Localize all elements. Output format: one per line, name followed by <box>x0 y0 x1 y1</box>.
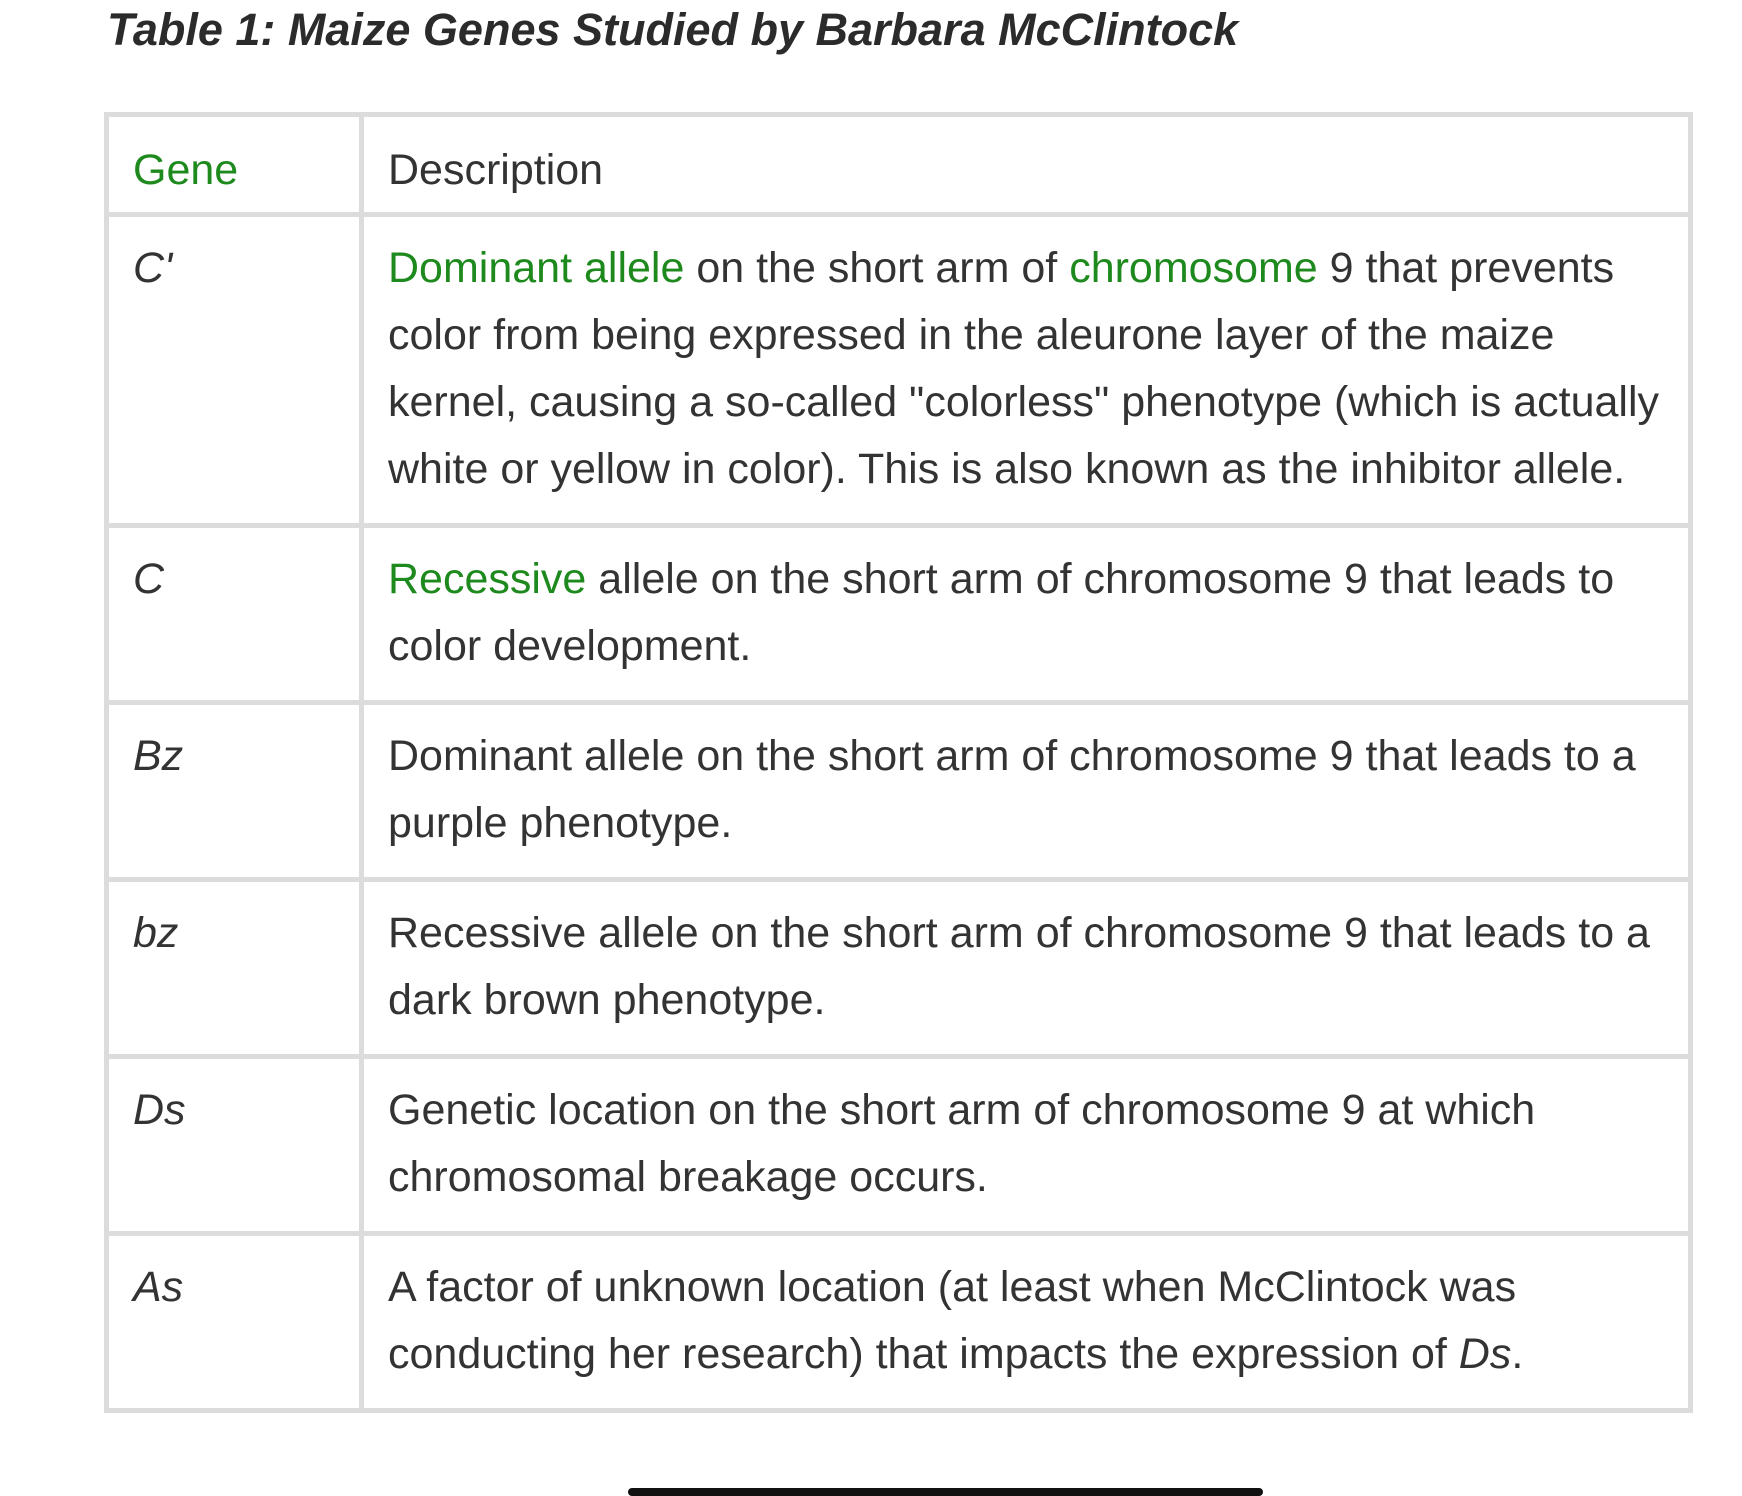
table-row <box>107 880 1691 1057</box>
description-text: . <box>1511 1330 1524 1378</box>
gene-cell: bz <box>107 880 362 1057</box>
table-title: Table 1: Maize Genes Studied by Barbara McClintock <box>107 4 1239 55</box>
table-row <box>107 703 1691 880</box>
gene-cell: Ds <box>107 1057 362 1234</box>
description-cell: Recessive allele on the short arm of chromosome 9 that leads to a dark brown phenotype. <box>362 880 1691 1057</box>
chromosome-link[interactable]: chromosome <box>1069 244 1318 292</box>
table-row <box>107 1057 1691 1234</box>
gene-cell: As <box>107 1234 362 1411</box>
gene-column-header-link[interactable]: Gene <box>107 115 362 215</box>
description-text: allele on the short arm of chromosome 9 that leads to color development. <box>388 555 1615 670</box>
description-cell: Dominant allele on the short arm of chromosome 9 that leads to a purple phenotype. <box>362 703 1691 880</box>
genes-table <box>104 112 1693 1413</box>
dominant-allele-link[interactable]: Dominant allele <box>388 244 685 292</box>
description-cell: Genetic location on the short arm of chromosome 9 at which chromosomal breakage occurs. <box>362 1057 1691 1234</box>
description-cell <box>362 1234 1691 1411</box>
description-text: on the short arm of <box>684 244 1070 292</box>
table-row <box>107 526 1691 703</box>
description-text: 9 that prevents color from being expressed in the aleurone layer of the maize kernel, causing a so-called "colorless" phenotype (which is actually white or yellow in color). This is also known as the inhibitor allele. <box>388 244 1659 493</box>
description-cell <box>362 215 1691 526</box>
description-column-header: Description <box>362 115 1691 215</box>
table-header-row <box>107 115 1691 215</box>
table-row <box>107 1234 1691 1411</box>
description-cell <box>362 526 1691 703</box>
description-text: A factor of unknown location (at least when McClintock was conducting her research) that impacts the expression of <box>388 1263 1517 1378</box>
table-row <box>107 215 1691 526</box>
ds-emphasis: Ds <box>1458 1330 1512 1378</box>
gene-cell: Bz <box>107 703 362 880</box>
home-indicator-bar[interactable] <box>628 1488 1263 1496</box>
recessive-link[interactable]: Recessive <box>388 555 587 603</box>
gene-cell: C <box>107 526 362 703</box>
gene-cell: C' <box>107 215 362 526</box>
